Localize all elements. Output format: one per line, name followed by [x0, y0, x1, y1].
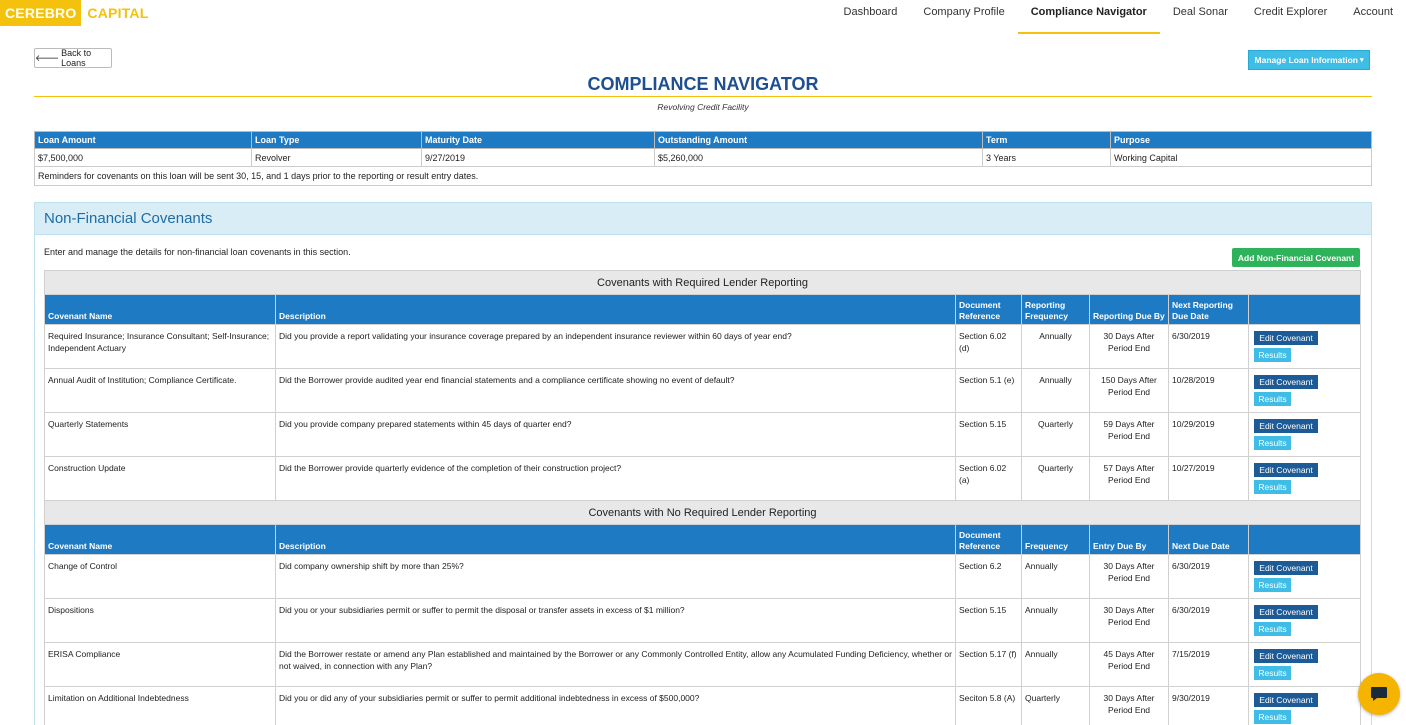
- chat-widget-button[interactable]: [1358, 673, 1400, 715]
- results-button[interactable]: Results: [1254, 436, 1291, 450]
- brand-logo[interactable]: [0, 0, 154, 26]
- loan-value-cell: 3 Years: [983, 149, 1111, 167]
- loan-value-cell: $5,260,000: [655, 149, 983, 167]
- brand-logo-part2: CAPITAL: [87, 5, 149, 21]
- top-navbar: [0, 0, 1406, 34]
- arrow-left-icon: 🡐: [35, 52, 60, 63]
- column-header: Description: [276, 295, 956, 325]
- covenant-actions: [1249, 369, 1361, 413]
- loan-value-cell: 9/27/2019: [422, 149, 655, 167]
- reporting-covenants-table: [44, 270, 1361, 725]
- covenant-row: [45, 457, 1361, 501]
- panel-intro-text: Enter and manage the details for non-financial loan covenants in this section.: [44, 247, 351, 257]
- frequency: Annually: [1022, 369, 1090, 413]
- due-by: 57 Days After Period End: [1090, 457, 1169, 501]
- covenant-name: Annual Audit of Institution; Compliance Certificate.: [45, 369, 276, 413]
- due-by: 150 Days After Period End: [1090, 369, 1169, 413]
- document-reference: Section 5.15: [956, 413, 1022, 457]
- due-by: 59 Days After Period End: [1090, 413, 1169, 457]
- edit-covenant-button[interactable]: Edit Covenant: [1254, 419, 1318, 433]
- covenant-row: [45, 413, 1361, 457]
- loan-summary-table: [34, 131, 1372, 186]
- edit-covenant-button[interactable]: Edit Covenant: [1254, 375, 1318, 389]
- loan-value-cell: Working Capital: [1111, 149, 1372, 167]
- table-header-row: [45, 295, 1361, 325]
- covenant-row: [45, 555, 1361, 599]
- results-button[interactable]: Results: [1254, 710, 1291, 724]
- covenant-actions: [1249, 555, 1361, 599]
- loan-reminder-row: [35, 167, 1372, 186]
- table-header-row: [45, 525, 1361, 555]
- results-button[interactable]: Results: [1254, 666, 1291, 680]
- loan-header-row: [35, 132, 1372, 149]
- frequency: Quarterly: [1022, 457, 1090, 501]
- document-reference: Section 6.2: [956, 555, 1022, 599]
- due-by: 30 Days After Period End: [1090, 599, 1169, 643]
- loan-header-cell: Loan Type: [252, 132, 422, 149]
- results-button[interactable]: Results: [1254, 392, 1291, 406]
- next-due-date: 9/30/2019: [1169, 687, 1249, 725]
- due-by: 30 Days After Period End: [1090, 687, 1169, 725]
- nav-compliance-navigator[interactable]: Compliance Navigator: [1018, 0, 1160, 34]
- nav-deal-sonar[interactable]: Deal Sonar: [1172, 6, 1228, 18]
- edit-covenant-button[interactable]: Edit Covenant: [1254, 649, 1318, 663]
- frequency: Annually: [1022, 555, 1090, 599]
- manage-loan-information-label: Manage Loan Information: [1254, 55, 1358, 65]
- title-divider: [34, 96, 1372, 97]
- document-reference: Section 5.1 (e): [956, 369, 1022, 413]
- back-to-loans-label: Back to Loans: [61, 48, 92, 68]
- loan-header-cell: Outstanding Amount: [655, 132, 983, 149]
- covenant-description: Did you or your subsidiaries permit or suffer to permit the disposal or transfer assets in excess of $1 million?: [276, 599, 956, 643]
- covenant-row: [45, 325, 1361, 369]
- loan-value-cell: $7,500,000: [35, 149, 252, 167]
- main-nav: [831, 0, 1406, 34]
- covenant-name: Quarterly Statements: [45, 413, 276, 457]
- caret-down-icon: ▾: [1359, 57, 1364, 64]
- nav-credit-explorer[interactable]: Credit Explorer: [1253, 6, 1328, 18]
- loan-value-row: [35, 149, 1372, 167]
- next-due-date: 10/29/2019: [1169, 413, 1249, 457]
- covenant-row: [45, 599, 1361, 643]
- next-due-date: 6/30/2019: [1169, 325, 1249, 369]
- nav-dashboard[interactable]: Dashboard: [843, 6, 898, 18]
- loan-header-cell: Loan Amount: [35, 132, 252, 149]
- due-by: 45 Days After Period End: [1090, 643, 1169, 687]
- covenant-name: Required Insurance; Insurance Consultant; Self-Insurance; Independent Actuary: [45, 325, 276, 369]
- covenant-description: Did the Borrower provide audited year end financial statements and a compliance certificate showing no event of default?: [276, 369, 956, 413]
- nav-company-profile[interactable]: Company Profile: [923, 6, 1005, 18]
- column-header: Entry Due By: [1090, 525, 1169, 555]
- covenant-description: Did company ownership shift by more than 25%?: [276, 555, 956, 599]
- column-header: Description: [276, 525, 956, 555]
- covenant-actions: [1249, 643, 1361, 687]
- nav-account[interactable]: Account: [1353, 6, 1393, 18]
- edit-covenant-button[interactable]: Edit Covenant: [1254, 693, 1318, 707]
- next-due-date: 6/30/2019: [1169, 555, 1249, 599]
- results-button[interactable]: Results: [1254, 622, 1291, 636]
- document-reference: Section 5.17 (f): [956, 643, 1022, 687]
- non-financial-covenants-panel: [34, 202, 1372, 725]
- page-title: COMPLIANCE NAVIGATOR: [587, 74, 819, 94]
- column-header: Next Due Date: [1169, 525, 1249, 555]
- covenant-actions: [1249, 413, 1361, 457]
- column-header: Document Reference: [956, 295, 1022, 325]
- next-due-date: 10/28/2019: [1169, 369, 1249, 413]
- add-non-financial-covenant-button[interactable]: Add Non-Financial Covenant: [1232, 248, 1360, 267]
- document-reference: Section 6.02 (d): [956, 325, 1022, 369]
- chat-bubble-icon: [1369, 684, 1389, 704]
- results-button[interactable]: Results: [1254, 480, 1291, 494]
- next-due-date: 7/15/2019: [1169, 643, 1249, 687]
- loan-value-cell: Revolver: [252, 149, 422, 167]
- frequency: Quarterly: [1022, 413, 1090, 457]
- document-reference: Section 6.02 (a): [956, 457, 1022, 501]
- covenant-description: Did the Borrower restate or amend any Plan established and maintained by the Borrower or any Commonly Controlled Entity, allow any Acumulated Funding Deficiency, whether or not waived, in connection with any Plan?: [276, 643, 956, 687]
- next-due-date: 6/30/2019: [1169, 599, 1249, 643]
- next-due-date: 10/27/2019: [1169, 457, 1249, 501]
- covenant-actions: [1249, 457, 1361, 501]
- section-heading-reporting: Covenants with Required Lender Reporting: [45, 271, 1361, 295]
- covenant-name: ERISA Compliance: [45, 643, 276, 687]
- section-heading-no-reporting: Covenants with No Required Lender Reporting: [45, 501, 1361, 525]
- document-reference: Section 5.15: [956, 599, 1022, 643]
- column-header-actions: [1249, 525, 1361, 555]
- frequency: Quarterly: [1022, 687, 1090, 725]
- panel-heading: Non-Financial Covenants: [35, 203, 1371, 235]
- covenant-description: Did you provide company prepared statements within 45 days of quarter end?: [276, 413, 956, 457]
- column-header: Covenant Name: [45, 295, 276, 325]
- brand-logo-part1: CEREBRO: [0, 0, 81, 26]
- column-header: Covenant Name: [45, 525, 276, 555]
- due-by: 30 Days After Period End: [1090, 555, 1169, 599]
- manage-loan-information-button[interactable]: [1248, 50, 1370, 70]
- column-header-actions: [1249, 295, 1361, 325]
- column-header: Next Reporting Due Date: [1169, 295, 1249, 325]
- column-header: Document Reference: [956, 525, 1022, 555]
- covenant-actions: [1249, 687, 1361, 725]
- covenant-name: Change of Control: [45, 555, 276, 599]
- frequency: Annually: [1022, 599, 1090, 643]
- covenant-name: Limitation on Additional Indebtedness: [45, 687, 276, 725]
- edit-covenant-button[interactable]: Edit Covenant: [1254, 605, 1318, 619]
- page-subtitle: Revolving Credit Facility: [657, 102, 749, 112]
- column-header: Reporting Due By: [1090, 295, 1169, 325]
- loan-header-cell: Maturity Date: [422, 132, 655, 149]
- edit-covenant-button[interactable]: Edit Covenant: [1254, 463, 1318, 477]
- covenant-actions: [1249, 599, 1361, 643]
- covenant-description: Did you or did any of your subsidiaries permit or suffer to permit additional indebtedness in excess of $500,000?: [276, 687, 956, 725]
- covenant-description: Did the Borrower provide quarterly evidence of the completion of their construction project?: [276, 457, 956, 501]
- reminder-text: Reminders for covenants on this loan will be sent 30, 15, and 1 days prior to the reporting or result entry dates.: [35, 167, 1372, 186]
- edit-covenant-button[interactable]: Edit Covenant: [1254, 331, 1318, 345]
- column-header: Reporting Frequency: [1022, 295, 1090, 325]
- frequency: Annually: [1022, 325, 1090, 369]
- covenant-row: [45, 687, 1361, 725]
- covenant-actions: [1249, 325, 1361, 369]
- covenant-description: Did you provide a report validating your insurance coverage prepared by an independent insurance reviewer within 60 days of year end?: [276, 325, 956, 369]
- document-reference: Seciton 5.8 (A): [956, 687, 1022, 725]
- results-button[interactable]: Results: [1254, 348, 1291, 362]
- results-button[interactable]: Results: [1254, 578, 1291, 592]
- column-header: Frequency: [1022, 525, 1090, 555]
- covenant-name: Dispositions: [45, 599, 276, 643]
- covenant-row: [45, 643, 1361, 687]
- edit-covenant-button[interactable]: Edit Covenant: [1254, 561, 1318, 575]
- loan-header-cell: Term: [983, 132, 1111, 149]
- loan-header-cell: Purpose: [1111, 132, 1372, 149]
- covenant-row: [45, 369, 1361, 413]
- due-by: 30 Days After Period End: [1090, 325, 1169, 369]
- frequency: Annually: [1022, 643, 1090, 687]
- back-to-loans-button[interactable]: [34, 48, 112, 68]
- covenant-name: Construction Update: [45, 457, 276, 501]
